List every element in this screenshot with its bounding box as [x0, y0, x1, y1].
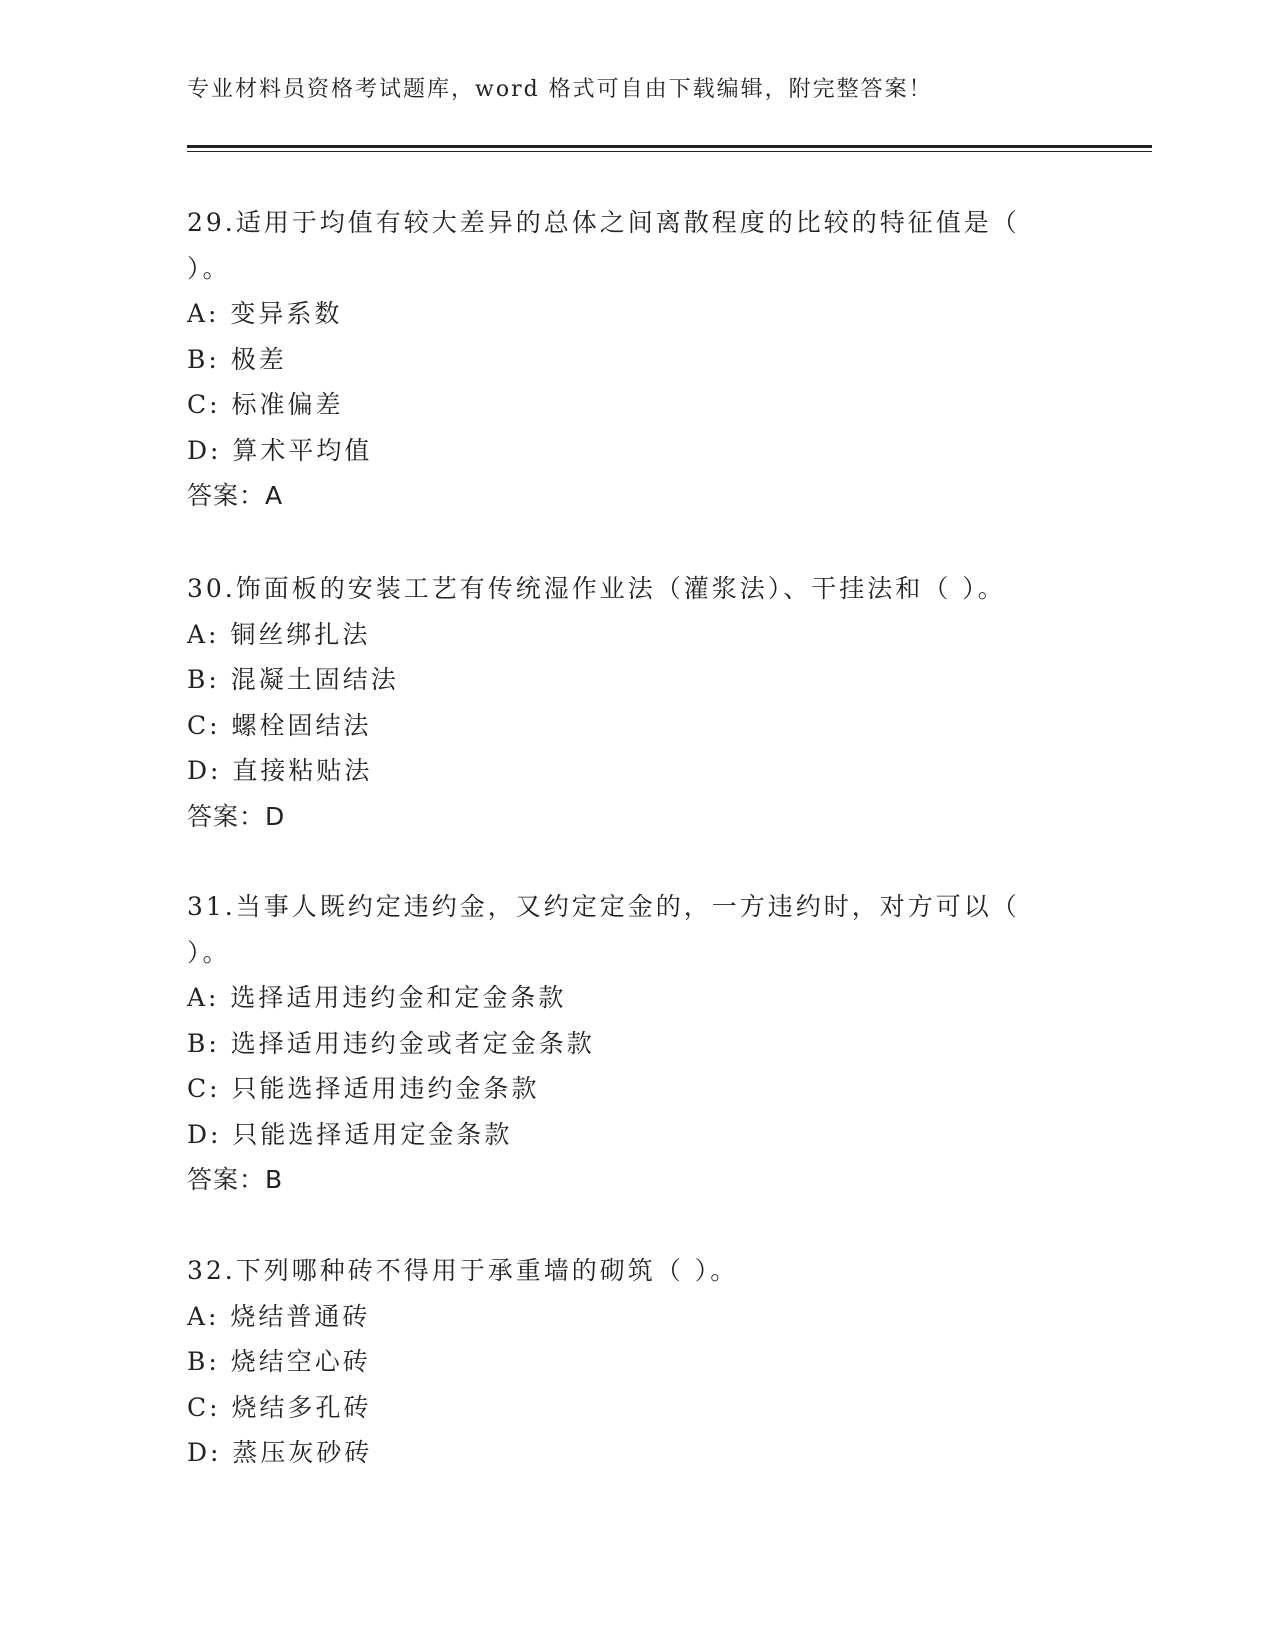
question-stem: 31.当事人既约定违约金，又约定定金的，一方违约时，对方可以（ [187, 892, 1020, 921]
question-30 [187, 566, 1067, 839]
question-stem-continued: ）。 [187, 937, 231, 967]
header-rule-thin [187, 151, 1152, 152]
question-stem-continued: ）。 [187, 253, 231, 283]
question-stem: 29.适用于均值有较大差异的总体之间离散程度的比较的特征值是（ [187, 208, 1020, 237]
answer: 答案：D [187, 801, 286, 831]
option-b: B: 极差 [187, 344, 287, 374]
question-31 [187, 884, 1067, 1203]
option-c: C: 烧结多孔砖 [187, 1392, 372, 1422]
option-b: B: 选择适用违约金或者定金条款 [187, 1028, 595, 1058]
document-header: 专业材料员资格考试题库，word 格式可自由下载编辑，附完整答案！ [187, 77, 933, 102]
option-a: A: 变异系数 [187, 299, 343, 328]
option-d: D: 算术平均值 [187, 435, 373, 465]
option-d: D: 直接粘贴法 [187, 756, 373, 785]
answer: 答案：A [187, 481, 284, 510]
option-b: B: 混凝土固结法 [187, 665, 399, 694]
option-d: D: 只能选择适用定金条款 [187, 1119, 513, 1149]
option-d: D: 蒸压灰砂砖 [187, 1438, 373, 1467]
answer: 答案：B [187, 1165, 284, 1194]
option-c: C: 只能选择适用违约金条款 [187, 1074, 540, 1103]
question-stem: 32.下列哪种砖不得用于承重墙的砌筑（ ）。 [187, 1256, 739, 1285]
question-29 [187, 200, 1067, 519]
option-a: A: 烧结普通砖 [187, 1301, 371, 1331]
option-a: A: 铜丝绑扎法 [187, 619, 371, 649]
option-c: C: 标准偏差 [187, 390, 344, 419]
option-a: A: 选择适用违约金和定金条款 [187, 983, 567, 1012]
option-b: B: 烧结空心砖 [187, 1347, 371, 1376]
question-32 [187, 1248, 1067, 1476]
header-rule-thick [187, 145, 1152, 148]
option-c: C: 螺栓固结法 [187, 710, 372, 740]
question-stem: 30.饰面板的安装工艺有传统湿作业法（灌浆法）、干挂法和（ ）。 [187, 574, 1006, 603]
